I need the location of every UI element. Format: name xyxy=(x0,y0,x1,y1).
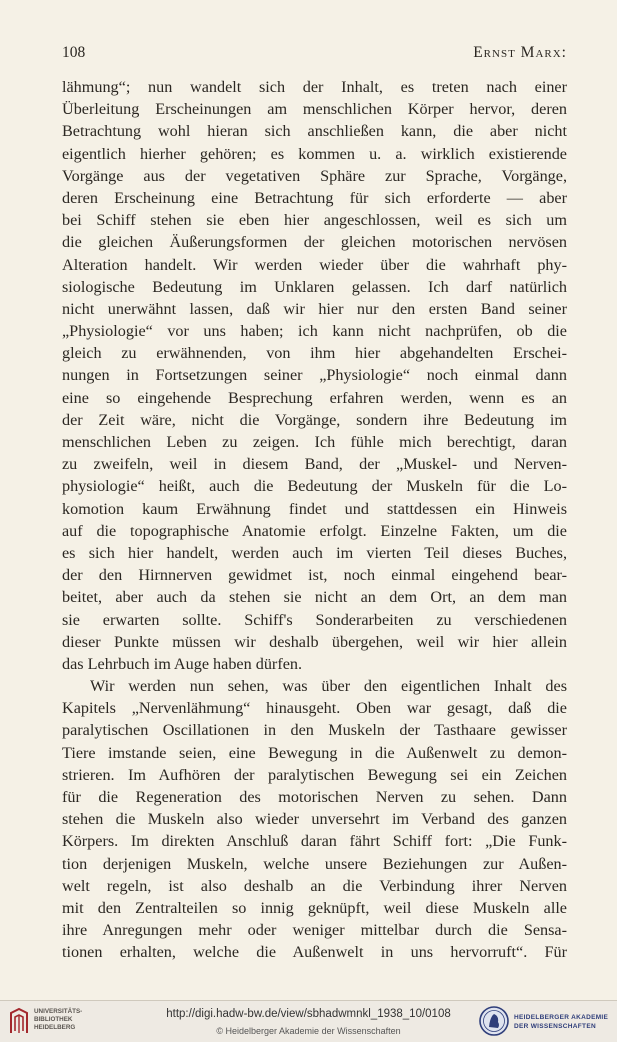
text-line: nungen in Fortsetzungen seiner „Physiologie“ noch einmal dann xyxy=(62,366,567,385)
text-line: deren Erscheinung eine Betrachtung für sich erforderte — aber xyxy=(62,188,567,207)
body-text xyxy=(62,76,567,964)
text-line: Wir werden nun sehen, was über den eigentlichen Inhalt des xyxy=(90,677,567,696)
text-line: tion derjenigen Muskeln, welche unsere Beziehungen zur Außen- xyxy=(62,854,567,873)
text-line: paralytischen Oscillationen in den Muskeln der Tasthaare gewisser xyxy=(62,721,567,740)
header-author: Ernst Marx: xyxy=(473,44,567,61)
text-line: der Zeit wäre, nicht die Vorgänge, sondern ihre Bedeutung im xyxy=(62,410,567,429)
text-line: Betrachtung wohl hieran sich anschließen kann, die aber nicht xyxy=(62,122,567,141)
paragraph-2 xyxy=(62,675,567,963)
text-line: gleich zu erwähnenden, von ihm hier abgehandelten Erschei- xyxy=(62,344,567,363)
text-line: zu zweifeln, weil in diesem Band, der „Muskel- und Nerven- xyxy=(62,455,567,474)
text-line: bei Schiff stehen sie eben hier angeschlossen, weil es sich um xyxy=(62,211,567,230)
text-line: „Physiologie“ vor uns haben; ich kann nicht nachprüfen, ob die xyxy=(62,322,567,341)
text-line: lähmung“; nun wandelt sich der Inhalt, es treten nach einer xyxy=(62,78,567,96)
text-line: ihre Anregungen mehr oder weniger mittelbar durch die Sensa- xyxy=(62,921,567,940)
text-line: Körpers. Im direkten Anschluß daran fährt Schiff fort: „Die Funk- xyxy=(62,832,567,851)
footer-bar xyxy=(0,1000,617,1042)
text-line: menschlichen Leben zu zeigen. Ich fühle mich berechtigt, daran xyxy=(62,433,567,451)
paragraph-1 xyxy=(62,76,567,675)
text-line: physiologie“ heißt, auch die Bedeutung der Muskeln für die Lo- xyxy=(62,477,567,496)
permalink-url[interactable]: http://digi.hadw-bw.de/view/sbhadwmnkl_1938_10/0108 xyxy=(166,1008,451,1020)
copyright-notice: © Heidelberger Akademie der Wissenschaften xyxy=(216,1026,401,1036)
text-line: komotion kaum Erwähnung findet und stattdessen ein Hinweis xyxy=(62,499,567,518)
academy-seal-icon xyxy=(479,1005,509,1037)
text-line: sie erwarten sollte. Schiff's Sonderarbeiten zu verschiedenen xyxy=(62,610,567,629)
running-head xyxy=(62,44,567,64)
text-line: eigentlich hierher gehören; es kommen u. a. wirklich existierende xyxy=(62,144,567,163)
text-line: tionen erhalten, welche die Außenwelt in uns hervorruft“. Für xyxy=(62,943,567,962)
text-line: der den Hirnnerven gewidmet ist, noch einmal eingehend bear- xyxy=(62,566,567,585)
text-line: siologische Bedeutung im Unklaren gelassen. Ich darf natürlich xyxy=(62,277,567,296)
page-number: 108 xyxy=(62,44,86,61)
text-line: mit den Zentralteilen so innig geknüpft, weil diese Muskeln alle xyxy=(62,898,567,917)
text-line: die gleichen Äußerungsformen der gleichen motorischen nervösen xyxy=(62,233,567,252)
text-line: welt regeln, ist also deshalb an die Verbindung ihrer Nerven xyxy=(62,876,567,895)
text-line: strieren. Im Aufhören der paralytischen Bewegung sei ein Zeichen xyxy=(62,765,567,784)
text-line: dieser Punkte müssen wir deshalb übergehen, weil wir hier allein xyxy=(62,632,567,651)
text-line: nicht unerwähnt lassen, daß wir hier nur den ersten Band seiner xyxy=(62,299,567,318)
text-line: Kapitels „Nervenlähmung“ hinausgeht. Oben war gesagt, daß die xyxy=(62,699,567,718)
library-name: UNIVERSITÄTS- BIBLIOTHEK HEIDELBERG xyxy=(34,1008,83,1031)
text-line: Alteration handelt. Wir werden wieder über die wahrhaft phy- xyxy=(62,255,567,274)
text-line: stehen die Muskeln also wieder unversehrt im Verband des ganzen xyxy=(62,810,567,829)
text-line: auf die topographische Anatomie erfolgt. Einzelne Fakten, um die xyxy=(62,521,567,540)
academy-name: HEIDELBERGER AKADEMIE DER WISSENSCHAFTEN xyxy=(514,1014,609,1030)
text-line: Überleitung Erscheinungen am menschlichen Körper hervor, deren xyxy=(62,100,567,119)
text-line: für die Regeneration des motorischen Nerven zu sehen. Dann xyxy=(62,788,567,806)
text-line: Vorgänge aus der vegetativen Sphäre zur Sprache, Vorgänge, xyxy=(62,166,567,185)
text-line: es sich hier handelt, werden auch im vierten Teil dieses Buches, xyxy=(62,543,567,562)
text-line: beitet, aber auch da stehen sie nicht an dem Ort, an dem man xyxy=(62,588,567,607)
text-line: Tiere imstande seien, eine Bewegung in die Außenwelt zu demon- xyxy=(62,743,567,762)
text-line: eine so eingehende Besprechung erfahren werden, wenn es an xyxy=(62,388,567,407)
text-line: das Lehrbuch im Auge haben dürfen. xyxy=(62,654,303,673)
